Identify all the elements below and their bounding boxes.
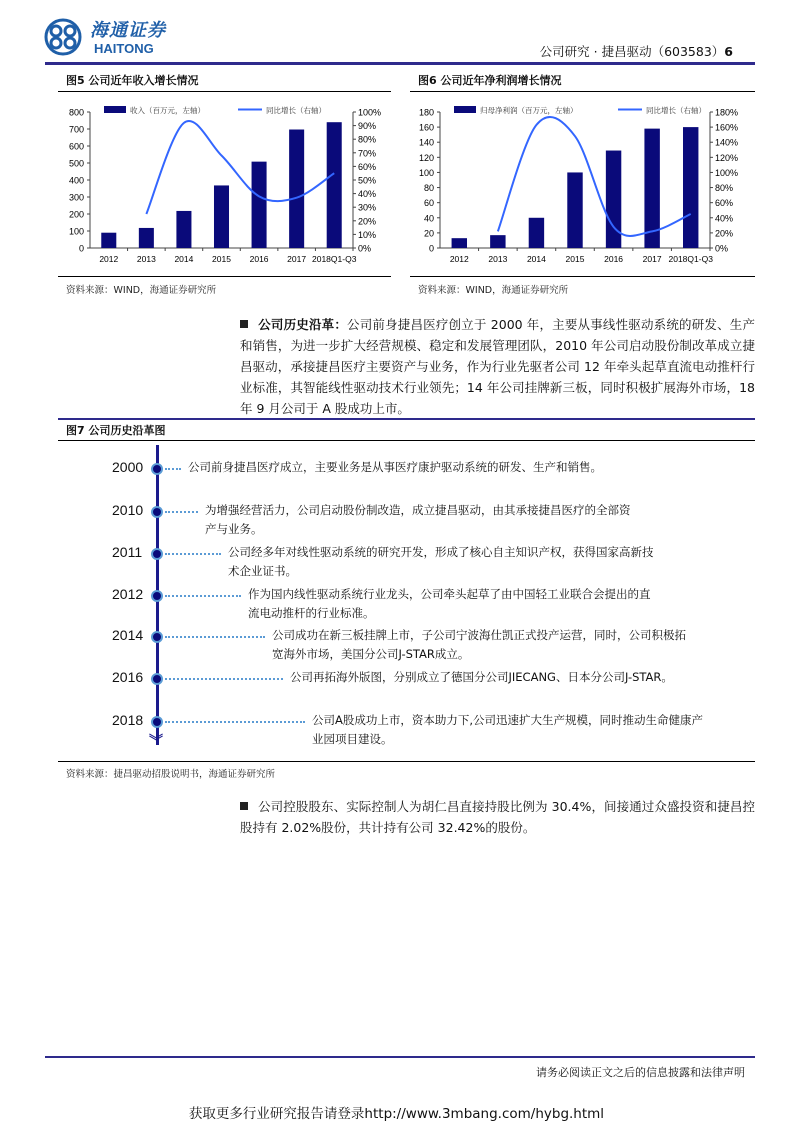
- timeline-dot: [151, 631, 163, 643]
- y-right-tick-label: 90%: [358, 121, 377, 132]
- footer-rule: [45, 1056, 755, 1058]
- timeline-dot: [151, 463, 163, 475]
- y-tick-label: 40: [423, 213, 434, 224]
- fig7-source: 资料来源：捷昌驱动招股说明书，海通证券研究所: [66, 769, 276, 780]
- footer-disclaimer: 请务必阅读正文之后的信息披露和法律声明: [536, 1066, 745, 1079]
- y-tick-label: 20: [423, 228, 434, 239]
- x-tick-label: 2016: [604, 254, 624, 264]
- y-right-tick-label: 50%: [358, 175, 377, 186]
- timeline-dot: [151, 548, 163, 560]
- y-tick-label: 160: [418, 122, 434, 133]
- legend-bar-label: 归母净利润（百万元，左轴）: [480, 106, 578, 115]
- timeline-event-text: 公司成功在新三板挂牌上市，子公司宁波海仕凯正式投产运营，同时，公司积极拓宽海外市场，美国分公司J-STAR成立。: [272, 628, 686, 661]
- timeline-dot: [151, 716, 163, 728]
- fig6-title: 图6 公司近年净利润增长情况: [418, 74, 562, 87]
- y-tick-label: 80: [423, 183, 434, 194]
- bar: [452, 238, 467, 248]
- chevron-down-icon: ︾: [149, 734, 163, 750]
- timeline-year: 2018: [112, 712, 144, 728]
- y-right-tick-label: 40%: [715, 213, 734, 224]
- y-tick-label: 600: [68, 141, 84, 152]
- y-tick-label: 180: [418, 107, 434, 118]
- logo-emblem-icon: [44, 18, 82, 56]
- bar: [252, 162, 267, 248]
- timeline-connector: [165, 636, 265, 638]
- legend-bar-swatch: [104, 106, 126, 113]
- y-tick-label: 120: [418, 152, 434, 163]
- timeline-year: 2016: [112, 669, 144, 685]
- y-right-tick-label: 70%: [358, 148, 377, 159]
- y-right-tick-label: 10%: [358, 229, 377, 240]
- y-tick-label: 200: [68, 209, 84, 220]
- fig7-title: 图7 公司历史沿革图: [66, 424, 166, 437]
- timeline-event-text: 公司前身捷昌医疗成立，主要业务是从事医疗康护驱动系统的研发、生产和销售。: [188, 460, 602, 474]
- timeline-connector: [165, 468, 181, 470]
- legend-line-label: 同比增长（右轴）: [266, 106, 326, 115]
- fig6-rule: [410, 91, 755, 92]
- timeline-year: 2012: [112, 586, 144, 602]
- timeline-connector: [165, 553, 221, 555]
- bar: [490, 235, 505, 248]
- report-title: 公司研究 · 捷昌驱动（603583）: [539, 44, 725, 59]
- bar: [176, 211, 191, 248]
- y-right-tick-label: 80%: [358, 134, 377, 145]
- timeline-event-text: 公司经多年对线性驱动系统的研究开发，形成了核心自主知识产权，获得国家高新技术企业证书。: [228, 545, 654, 578]
- history-label: 公司历史沿革：: [258, 317, 348, 332]
- bar: [606, 151, 621, 248]
- y-right-tick-label: 0%: [715, 243, 729, 254]
- bullet-icon: [240, 320, 248, 328]
- y-right-tick-label: 180%: [715, 107, 739, 118]
- y-right-tick-label: 80%: [715, 183, 734, 194]
- logo-cn: 海通证券: [90, 20, 166, 41]
- shareholder-paragraph: [240, 796, 755, 838]
- y-tick-label: 400: [68, 175, 84, 186]
- x-tick-label: 2017: [642, 254, 662, 264]
- fig7-rule: [58, 440, 755, 441]
- timeline-dot: [151, 673, 163, 685]
- growth-line: [498, 117, 691, 236]
- fig5-rule: [58, 91, 391, 92]
- x-tick-label: 2017: [287, 254, 307, 264]
- timeline-dot: [151, 506, 163, 518]
- haitong-logo: [44, 16, 184, 58]
- y-right-tick-label: 60%: [358, 161, 377, 172]
- x-tick-label: 2013: [136, 254, 156, 264]
- y-right-tick-label: 40%: [358, 189, 377, 200]
- bullet-icon: [240, 802, 248, 810]
- y-right-tick-label: 30%: [358, 202, 377, 213]
- bar: [289, 130, 304, 248]
- x-tick-label: 2015: [212, 254, 231, 264]
- legend-line-label: 同比增长（右轴）: [646, 106, 706, 115]
- y-tick-label: 60: [423, 198, 434, 209]
- y-tick-label: 700: [68, 124, 84, 135]
- growth-line: [146, 121, 334, 214]
- timeline-connector: [165, 595, 241, 597]
- fig7-bottom-rule: [58, 761, 755, 762]
- timeline-event-text: 公司再拓海外版图，分别成立了德国分公司JIECANG、日本分公司J-STAR。: [290, 670, 673, 684]
- timeline-year: 2014: [112, 627, 144, 643]
- timeline-year: 2011: [112, 544, 143, 560]
- y-right-tick-label: 0%: [358, 243, 372, 254]
- x-tick-label: 2015: [565, 254, 585, 264]
- y-right-tick-label: 120%: [715, 152, 739, 163]
- x-tick-label: 2016: [249, 254, 269, 264]
- y-right-tick-label: 100%: [715, 167, 739, 178]
- y-right-tick-label: 20%: [715, 228, 734, 239]
- timeline-connector: [165, 511, 198, 513]
- fig5-bottom-rule: [58, 276, 391, 277]
- net-profit-chart: [410, 96, 755, 276]
- y-right-tick-label: 60%: [715, 198, 734, 209]
- header-rule: [45, 62, 755, 65]
- y-tick-label: 0: [428, 243, 434, 254]
- x-tick-label: 2014: [174, 254, 194, 264]
- fig6-bottom-rule: [410, 276, 755, 277]
- timeline-year: 2010: [112, 502, 144, 518]
- bar: [139, 228, 154, 248]
- legend-bar-swatch: [454, 106, 476, 113]
- timeline-connector: [165, 721, 305, 723]
- y-tick-label: 100: [68, 226, 84, 237]
- footer-promo: 获取更多行业研究报告请登录http://www.3mbang.com/hybg.html: [188, 1106, 605, 1122]
- bar: [567, 172, 582, 248]
- fig5-source: 资料来源：WIND，海通证券研究所: [66, 285, 217, 296]
- page-number: 6: [724, 44, 733, 59]
- history-paragraph: [240, 314, 755, 419]
- y-tick-label: 500: [68, 158, 84, 169]
- bar: [683, 127, 698, 248]
- timeline-year: 2000: [112, 459, 144, 475]
- y-tick-label: 100: [418, 167, 434, 178]
- shareholder-text: 公司控股股东、实际控制人为胡仁昌直接持股比例为 30.4%，间接通过众盛投资和捷昌控股持有 2.02%股份，共计持有公司 32.42%的股份。: [240, 799, 755, 835]
- bar: [101, 233, 116, 248]
- y-tick-label: 800: [68, 107, 84, 118]
- revenue-chart: [58, 96, 393, 276]
- bar: [529, 218, 544, 248]
- y-right-tick-label: 160%: [715, 122, 739, 133]
- bar: [214, 185, 229, 248]
- fig6-source: 资料来源：WIND，海通证券研究所: [418, 285, 569, 296]
- y-tick-label: 140: [418, 137, 434, 148]
- legend-bar-label: 收入（百万元，左轴）: [130, 106, 205, 115]
- fig7-top-rule: [58, 418, 755, 420]
- fig5-title: 图5 公司近年收入增长情况: [66, 74, 199, 87]
- timeline-event-text: 作为国内线性驱动系统行业龙头，公司牵头起草了由中国轻工业联合会提出的直流电动推杆的行业标准。: [248, 587, 651, 620]
- x-tick-label: 2012: [99, 254, 119, 264]
- page-header-title: [540, 42, 733, 60]
- x-tick-label: 2012: [449, 254, 469, 264]
- y-tick-label: 300: [68, 192, 84, 203]
- timeline-dot: [151, 590, 163, 602]
- y-right-tick-label: 20%: [358, 216, 377, 227]
- x-tick-label: 2014: [526, 254, 546, 264]
- y-tick-label: 0: [78, 243, 84, 254]
- x-tick-label: 2018Q1-Q3: [312, 254, 357, 264]
- x-tick-label: 2018Q1-Q3: [668, 254, 713, 264]
- y-right-tick-label: 100%: [358, 107, 382, 118]
- y-right-tick-label: 140%: [715, 137, 739, 148]
- timeline-event-text: 为增强经营活力，公司启动股份制改造，成立捷昌驱动，由其承接捷昌医疗的全部资产与业务。: [205, 503, 631, 536]
- bar: [327, 122, 342, 248]
- x-tick-label: 2013: [488, 254, 508, 264]
- history-text: 公司前身捷昌医疗创立于 2000 年，主要从事线性驱动系统的研发、生产和销售，为进一步扩大经营规模、稳定和发展管理团队，2010 年公司启动股份制改革成立捷昌驱动，承接捷昌医疗主要资产与业务，作为行业先驱者公司 12 年牵头起草直流电动推杆行业标准，其智能线性驱动技术行业领先；14 年公司挂牌新三板，同时积极扩展海外市场，18 年 9 月公司于 A 股成功上市。: [240, 317, 755, 416]
- logo-en: HAITONG: [94, 41, 154, 56]
- timeline-connector: [165, 678, 283, 680]
- timeline-event-text: 公司A股成功上市，资本助力下,公司迅速扩大生产规模，同时推动生命健康产业园项目建设。: [312, 713, 704, 746]
